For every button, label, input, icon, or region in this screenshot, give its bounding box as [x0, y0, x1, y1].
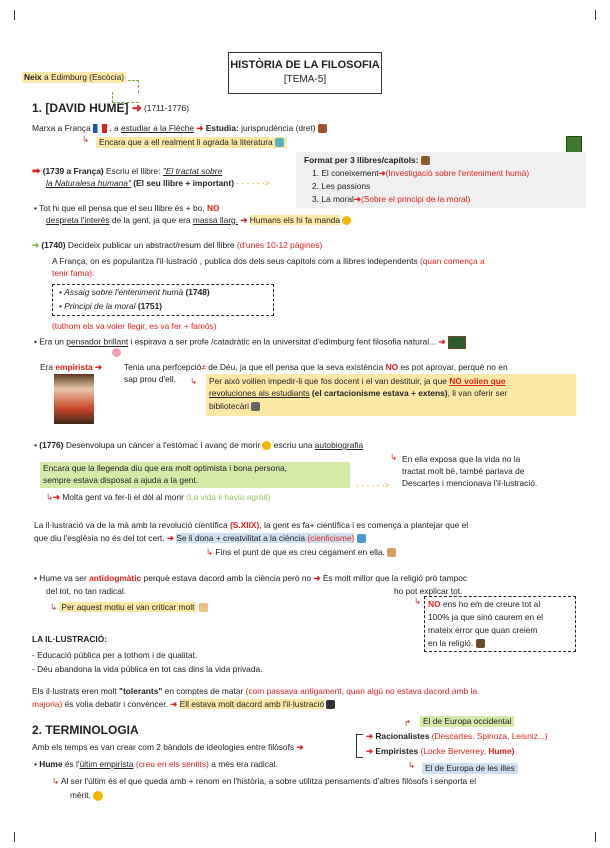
- bracket: [356, 734, 363, 758]
- format-item-3: 3. La moral➜(Sobre el principi de la moral): [312, 194, 471, 204]
- dead-face-icon: [262, 441, 271, 450]
- racionalistes-line: ➜ Racionalistes (Descartes, Spinoza, Leisniz...): [366, 731, 548, 741]
- title-box: [228, 52, 382, 94]
- illustracio-item-1: - Educació pública per a tothom i de qualitat.: [32, 650, 198, 660]
- marxa-line: Marxa a França , a estudiar a la Flèche ➜ Estudia: jurisprudència (dret): [32, 123, 327, 134]
- tothi-line-2: despreta l'interés de la gent, ja que era massa llarg. ➜ Humans els hi fa manda: [46, 215, 351, 226]
- empirista-line-2: sap prou d'ell.: [124, 374, 176, 384]
- library-icon: [251, 402, 260, 411]
- format-box: [296, 152, 586, 208]
- page-subtitle: [TEMA-5]: [283, 73, 327, 85]
- tothom-note: (tothom els va voler llegir, es va fer + famós): [52, 321, 217, 331]
- illus-line-3: ↳ Fins el punt de que es creu cegament en ella.: [206, 547, 396, 558]
- gavel-icon: [318, 124, 327, 133]
- criticar-line: ↳ Per aquest motiu el van criticar molt: [50, 602, 208, 613]
- illustracio-heading: LA IL·LUSTRACIÓ:: [32, 634, 108, 644]
- franca-line-2: tenir fama):: [52, 268, 95, 278]
- hume-portrait-image: [54, 374, 94, 424]
- hume-years: (1711-1776): [144, 103, 190, 113]
- brain-icon: [112, 348, 121, 357]
- europa-illes: El de Europa de les illes: [422, 763, 518, 774]
- books-box: [52, 284, 274, 316]
- arrow-down: ↳: [408, 760, 416, 770]
- book-item-2: • Principi de la moral (1751): [59, 301, 163, 311]
- illus-line-1: La il·lustració va de la mà amb la revolució científica (S.XIIX), la gent es fa+ científica i es comença a plantejar que el: [34, 520, 469, 530]
- section-1-heading: 1. [DAVID HUME] ➜: [32, 101, 142, 115]
- empirista-label: Era empirista ➜: [40, 362, 102, 372]
- llegenda-box: Encara que la llegenda diu que era molt optimista i bona persona, sempre estava disposat a ajuda a la gent.: [40, 462, 350, 488]
- book-icon: [476, 639, 485, 648]
- book-icon: [275, 138, 284, 147]
- yawn-face-icon: [342, 216, 351, 225]
- arrow-down: ↳: [414, 596, 422, 606]
- illus-line-2: que diu l'església no és del tot cert. ➜ Se li dona + creatvilitat a la ciència (cienficisme): [34, 533, 366, 544]
- line-1740: ➜ (1740) Decideix publicar un abstract/resum del llibre (d'unes 10-12 pàgines): [32, 240, 323, 250]
- writing-hand-icon: [199, 603, 208, 612]
- arrow-down: ↳: [390, 452, 398, 462]
- microscope-icon: [357, 534, 366, 543]
- format-item-1: 1. El coneixement➜(Investigació sobre l'enteniment humà): [312, 168, 530, 178]
- page-title: HISTÒRIA DE LA FILOSOFIA: [230, 59, 380, 71]
- blackboard-icon: [448, 336, 466, 349]
- france-flag-icon: [93, 124, 107, 133]
- corner-mark: [587, 10, 596, 20]
- pensador-line: • Era un pensador brillant i espirava a ser profe /catadràtic en la universitat d'edimburg fent filosofia natural... ➜: [34, 336, 466, 349]
- tolerants-line-2: majoria) és volia debatir i convèncer. ➜ Ell estava molt dacord amb l'il·lustració: [32, 699, 335, 710]
- encara-literatura: Encara que a ell realment li agrada la literatura: [96, 137, 287, 148]
- empirista-line-1: Tenia una perfcepció≠ de Déu, ja que ell pensa que la seva existència NO es pot aprovar, perquè no en: [124, 362, 508, 372]
- format-item-2: 2. Les passions: [312, 181, 371, 191]
- corner-mark: [587, 832, 596, 842]
- terminologia-line: Amb els temps es van crear com 2 bàndols de ideologies entre filòsofs ➜: [32, 742, 304, 752]
- neix-label: Neix a Edimburg (Escòcia): [24, 72, 125, 82]
- hume-ultim-line-1: ↳ Al ser l'últim és el que queda amb + renom en l'història, a sobre utilitza pensaments d'altres filòsofs i senporta el: [52, 776, 477, 786]
- line-1739b: la Naturalesa humana" (El seu llibre + important) - - - - - ->: [46, 178, 270, 188]
- franca-line: A França, on es popularitza l'il·lustració , publica dos dels seus capítols com a llibres independents (quan comença a: [52, 256, 485, 266]
- tolerants-line-1: Els il·lustrats eren molt "tolerants" en comptes de matar (com passava antigament, quan algú no estava dacord amb la: [32, 686, 478, 696]
- book-item-1: • Assaig sobre l'enteniment humà (1748): [59, 287, 210, 297]
- arrow-down: ↳: [82, 134, 90, 144]
- antidog-line-2: del tot, no tan radical.: [46, 586, 127, 596]
- europa-occidental: El de Europa occidental: [420, 716, 514, 727]
- illustracio-item-2: - Déu abandona la vida pública en tot cas dins la vida privada.: [32, 664, 263, 674]
- noens-box: NO ens ho em de creure tot al 100% ja que sinó caurem en el mateix error que quan creiem en la religió.: [424, 596, 576, 652]
- dashed-arrow: - - - - - ->: [356, 480, 390, 490]
- empiristes-line: ➜ Empiristes (Locke Berverrey, Hume): [366, 746, 515, 756]
- section-2-heading: 2. TERMINOLOGIA: [32, 723, 139, 737]
- destituir-box: Per això voilien impedir-li que fos docent i el van destituir, ja que NO volien que revoluciones als estudiants (el cartacionisme estava + extens), li van oferir ser bibliotecàri: [206, 374, 576, 416]
- corner-mark: [14, 10, 23, 20]
- thumbs-up-icon: [326, 700, 335, 709]
- antidog-line-3: ho pot explicar tot.: [394, 586, 463, 596]
- books-icon: [421, 156, 430, 165]
- format-title: Format per 3 llibres/capítols:: [304, 155, 430, 166]
- arrow-down: ↳: [190, 376, 198, 386]
- hushed-face-icon: [93, 791, 103, 801]
- tothi-line: • Tot hi que ell pensa que el seu llibre és + bo, NO: [34, 203, 220, 213]
- worship-icon: [387, 548, 396, 557]
- corner-mark: [14, 832, 23, 842]
- line-1776: • (1776) Desenvolupa un càncer a l'estòmac i avanç de morir escriu una autobiografia: [34, 440, 364, 450]
- line-1739: ➡ (1739 a França) Escriu el llibre: "El tractat sobre: [32, 166, 223, 177]
- hume-ultim-line-2: mèrit.: [70, 790, 103, 801]
- hume-empirista-line: • Hume és l'últim empirista (creu en els sentits) a més era radical.: [34, 759, 278, 769]
- antidog-line-1: • Hume va ser antidogmàtic perquè estava dacord amb la ciència però no ➜ És molt millor que la religió prò tampoc: [34, 573, 468, 583]
- arrow-up: ↱: [404, 718, 412, 728]
- dol-line: ↳➜ Molta gent va fer-li el dòl al morir (La vida li havia agràit): [46, 492, 271, 502]
